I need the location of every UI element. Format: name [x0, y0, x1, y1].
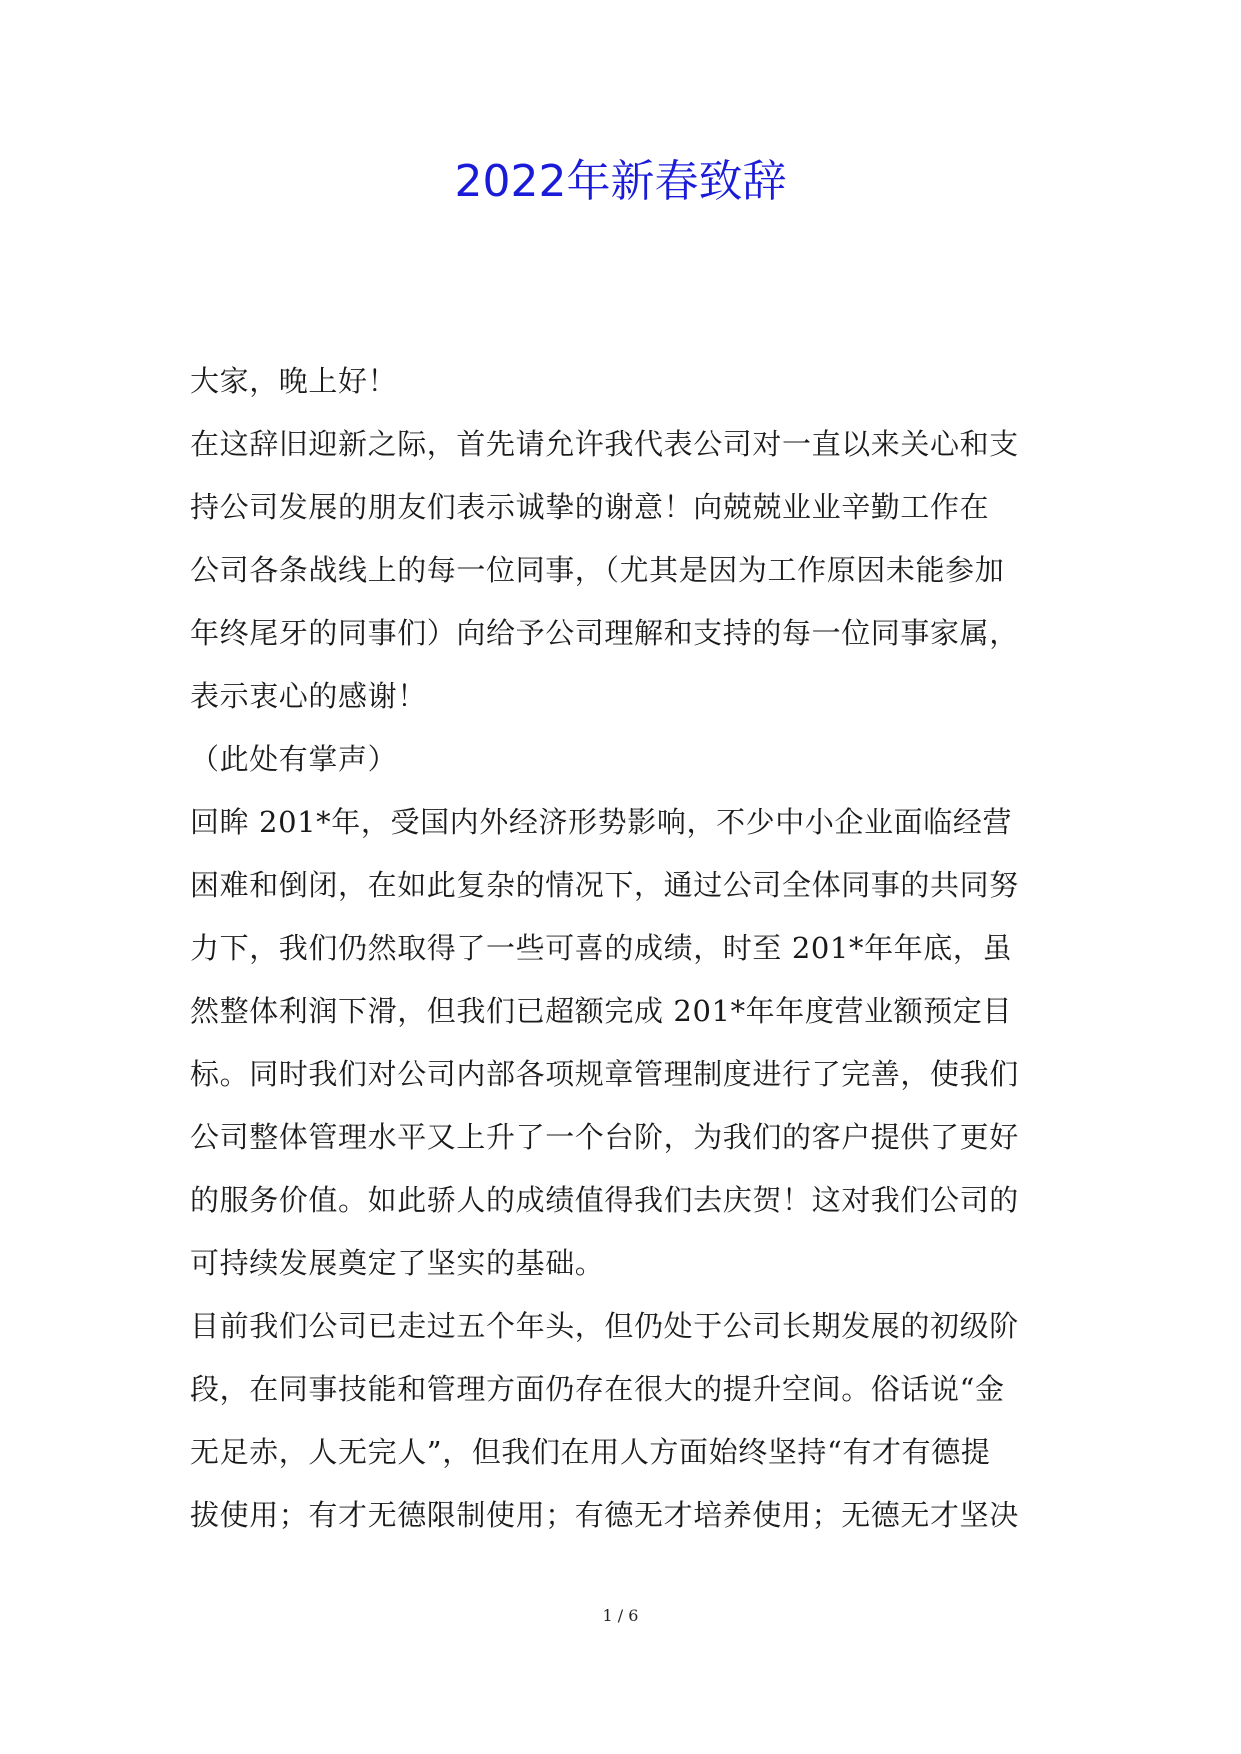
text-line: 大家，晚上好！ [190, 364, 398, 398]
text-line: 目前我们公司已走过五个年头，但仍处于公司长期发展的初级阶 [190, 1309, 1019, 1343]
text-line: 标。同时我们对公司内部各项规章管理制度进行了完善，使我们 [190, 1057, 1019, 1091]
text-line: 回眸 201*年，受国内外经济形势影响，不少中小企业面临经营 [190, 805, 1013, 839]
text-line: 公司整体管理水平又上升了一个台阶，为我们的客户提供了更好 [190, 1120, 1019, 1154]
text-line: 的服务价值。如此骄人的成绩值得我们去庆贺！这对我们公司的 [190, 1183, 1019, 1217]
document-body [190, 350, 1070, 1547]
text-line: 无足赤，人无完人”，但我们在用人方面始终坚持“有才有德提 [190, 1435, 991, 1469]
text-line: 可持续发展奠定了坚实的基础。 [190, 1246, 605, 1280]
text-line: 困难和倒闭，在如此复杂的情况下，通过公司全体同事的共同努 [190, 868, 1019, 902]
text-line: 拔使用；有才无德限制使用；有德无才培养使用；无德无才坚决 [190, 1498, 1019, 1532]
text-line: （此处有掌声） [190, 742, 398, 776]
text-line: 在这辞旧迎新之际，首先请允许我代表公司对一直以来关心和支 [190, 427, 1019, 461]
text-line: 持公司发展的朋友们表示诚挚的谢意！向兢兢业业辛勤工作在 [190, 490, 990, 524]
document-title: 2022年新春致辞 [454, 156, 787, 207]
text-line: 然整体利润下滑，但我们已超额完成 201*年年度营业额预定目 [190, 994, 1013, 1028]
page-number: 1 / 6 [602, 1606, 639, 1625]
text-line: 表示衷心的感谢！ [190, 679, 427, 713]
text-line: 力下，我们仍然取得了一些可喜的成绩，时至 201*年年底，虽 [190, 931, 1013, 965]
text-line: 段，在同事技能和管理方面仍存在很大的提升空间。俗话说“金 [190, 1372, 1005, 1406]
text-line: 年终尾牙的同事们）向给予公司理解和支持的每一位同事家属， [190, 616, 1019, 650]
text-line: 公司各条战线上的每一位同事，（尤其是因为工作原因未能参加 [190, 553, 1005, 587]
